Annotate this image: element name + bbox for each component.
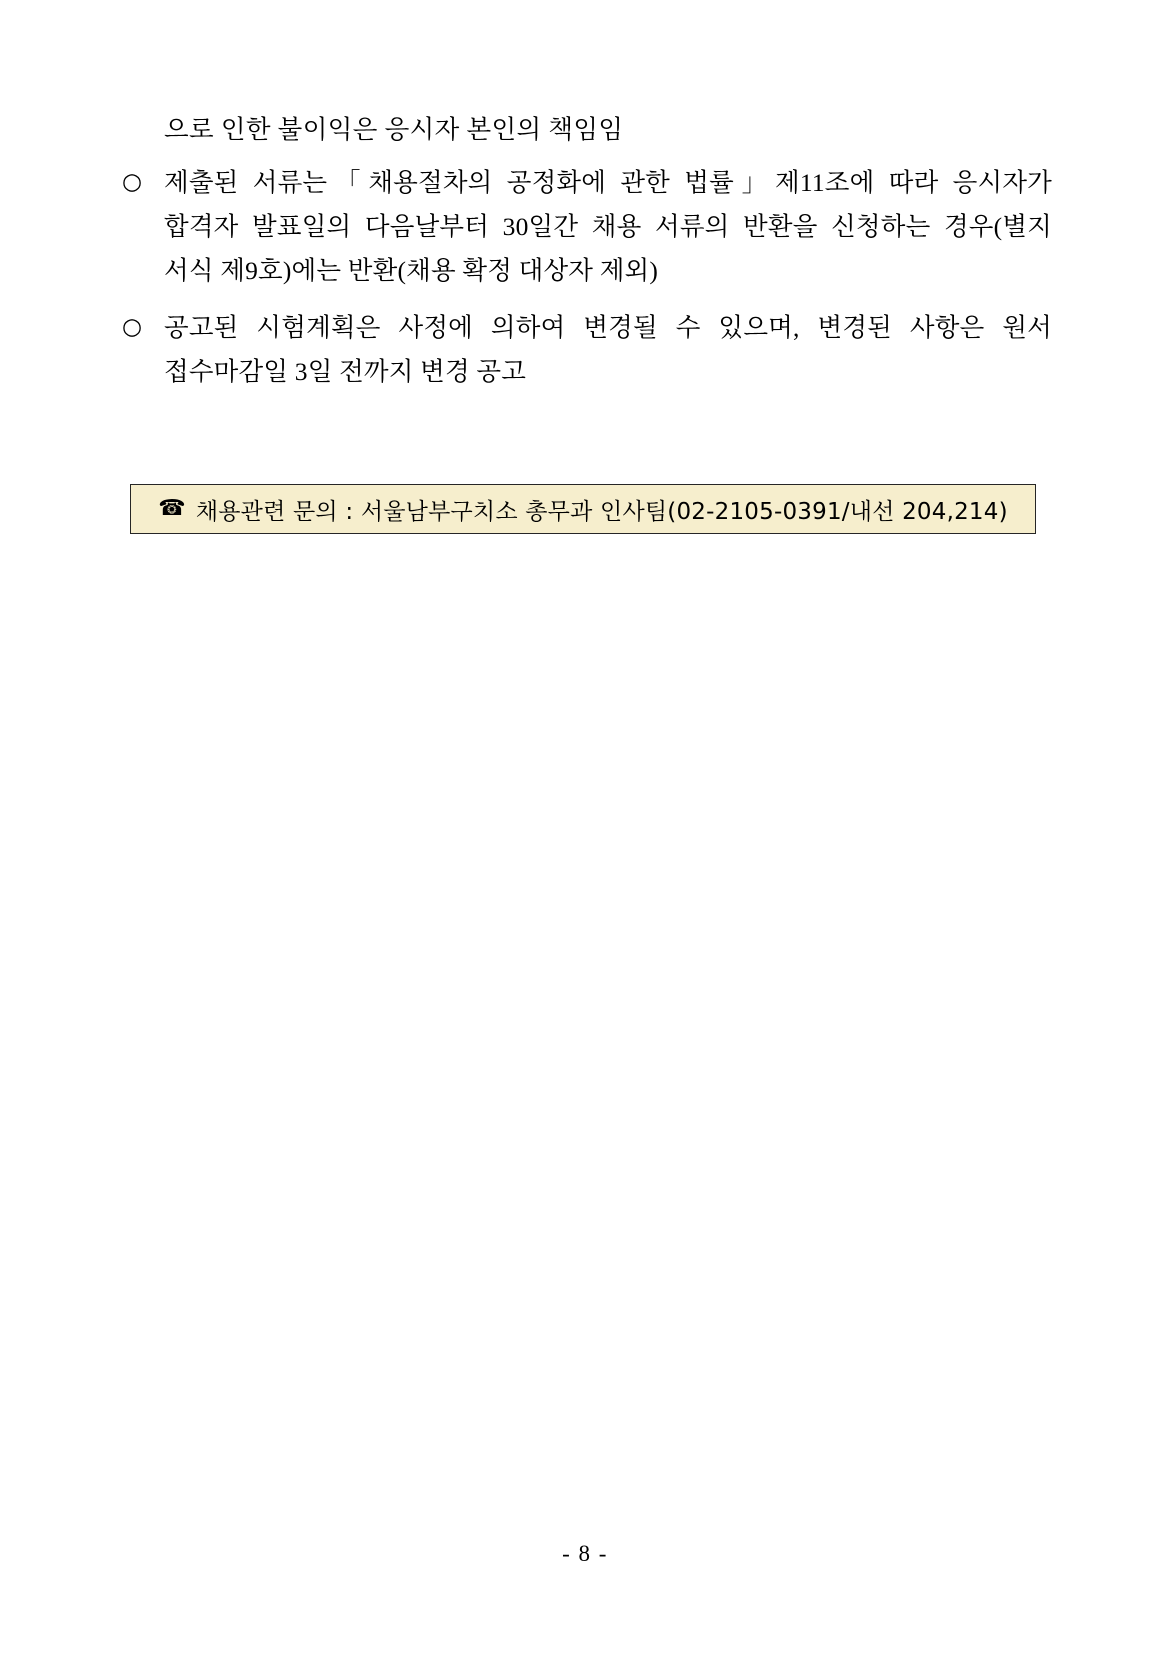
telephone-icon: ☎ [158,496,186,521]
contact-notice-content [158,493,1008,526]
list-item-text [164,161,1052,293]
list-item-line: 서식 제9호)에는 반환(채용 확정 대상자 제외) [164,255,659,285]
circle-bullet-icon: ○ [122,169,143,196]
document-body [122,112,1052,394]
list-item-line: 제출된 서류는「채용절차의 공정화에 관한 법률」제11조에 따라 응시자가 [164,168,1052,198]
list-item-line: 접수마감일 3일 전까지 변경 공고 [164,356,527,386]
list-item [122,161,1052,293]
page-number: - 8 - [562,1541,608,1566]
contact-notice-box [130,484,1036,534]
list-item-line: 합격자 발표일의 다음날부터 30일간 채용 서류의 반환을 신청하는 경우(별지 [164,212,1052,242]
list-item [122,306,1052,394]
list-item-text [164,306,1052,394]
paragraph-continuation-line: 으로 인한 불이익은 응시자 본인의 책임임 [164,115,624,144]
circle-bullet-icon: ○ [122,313,143,340]
contact-notice-text: 채용관련 문의 : 서울남부구치소 총무과 인사팀(02-2105-0391/내선 204,214) [195,498,1008,525]
list-item-line: 공고된 시험계획은 사정에 의하여 변경될 수 있으며, 변경된 사항은 원서 [164,312,1052,342]
